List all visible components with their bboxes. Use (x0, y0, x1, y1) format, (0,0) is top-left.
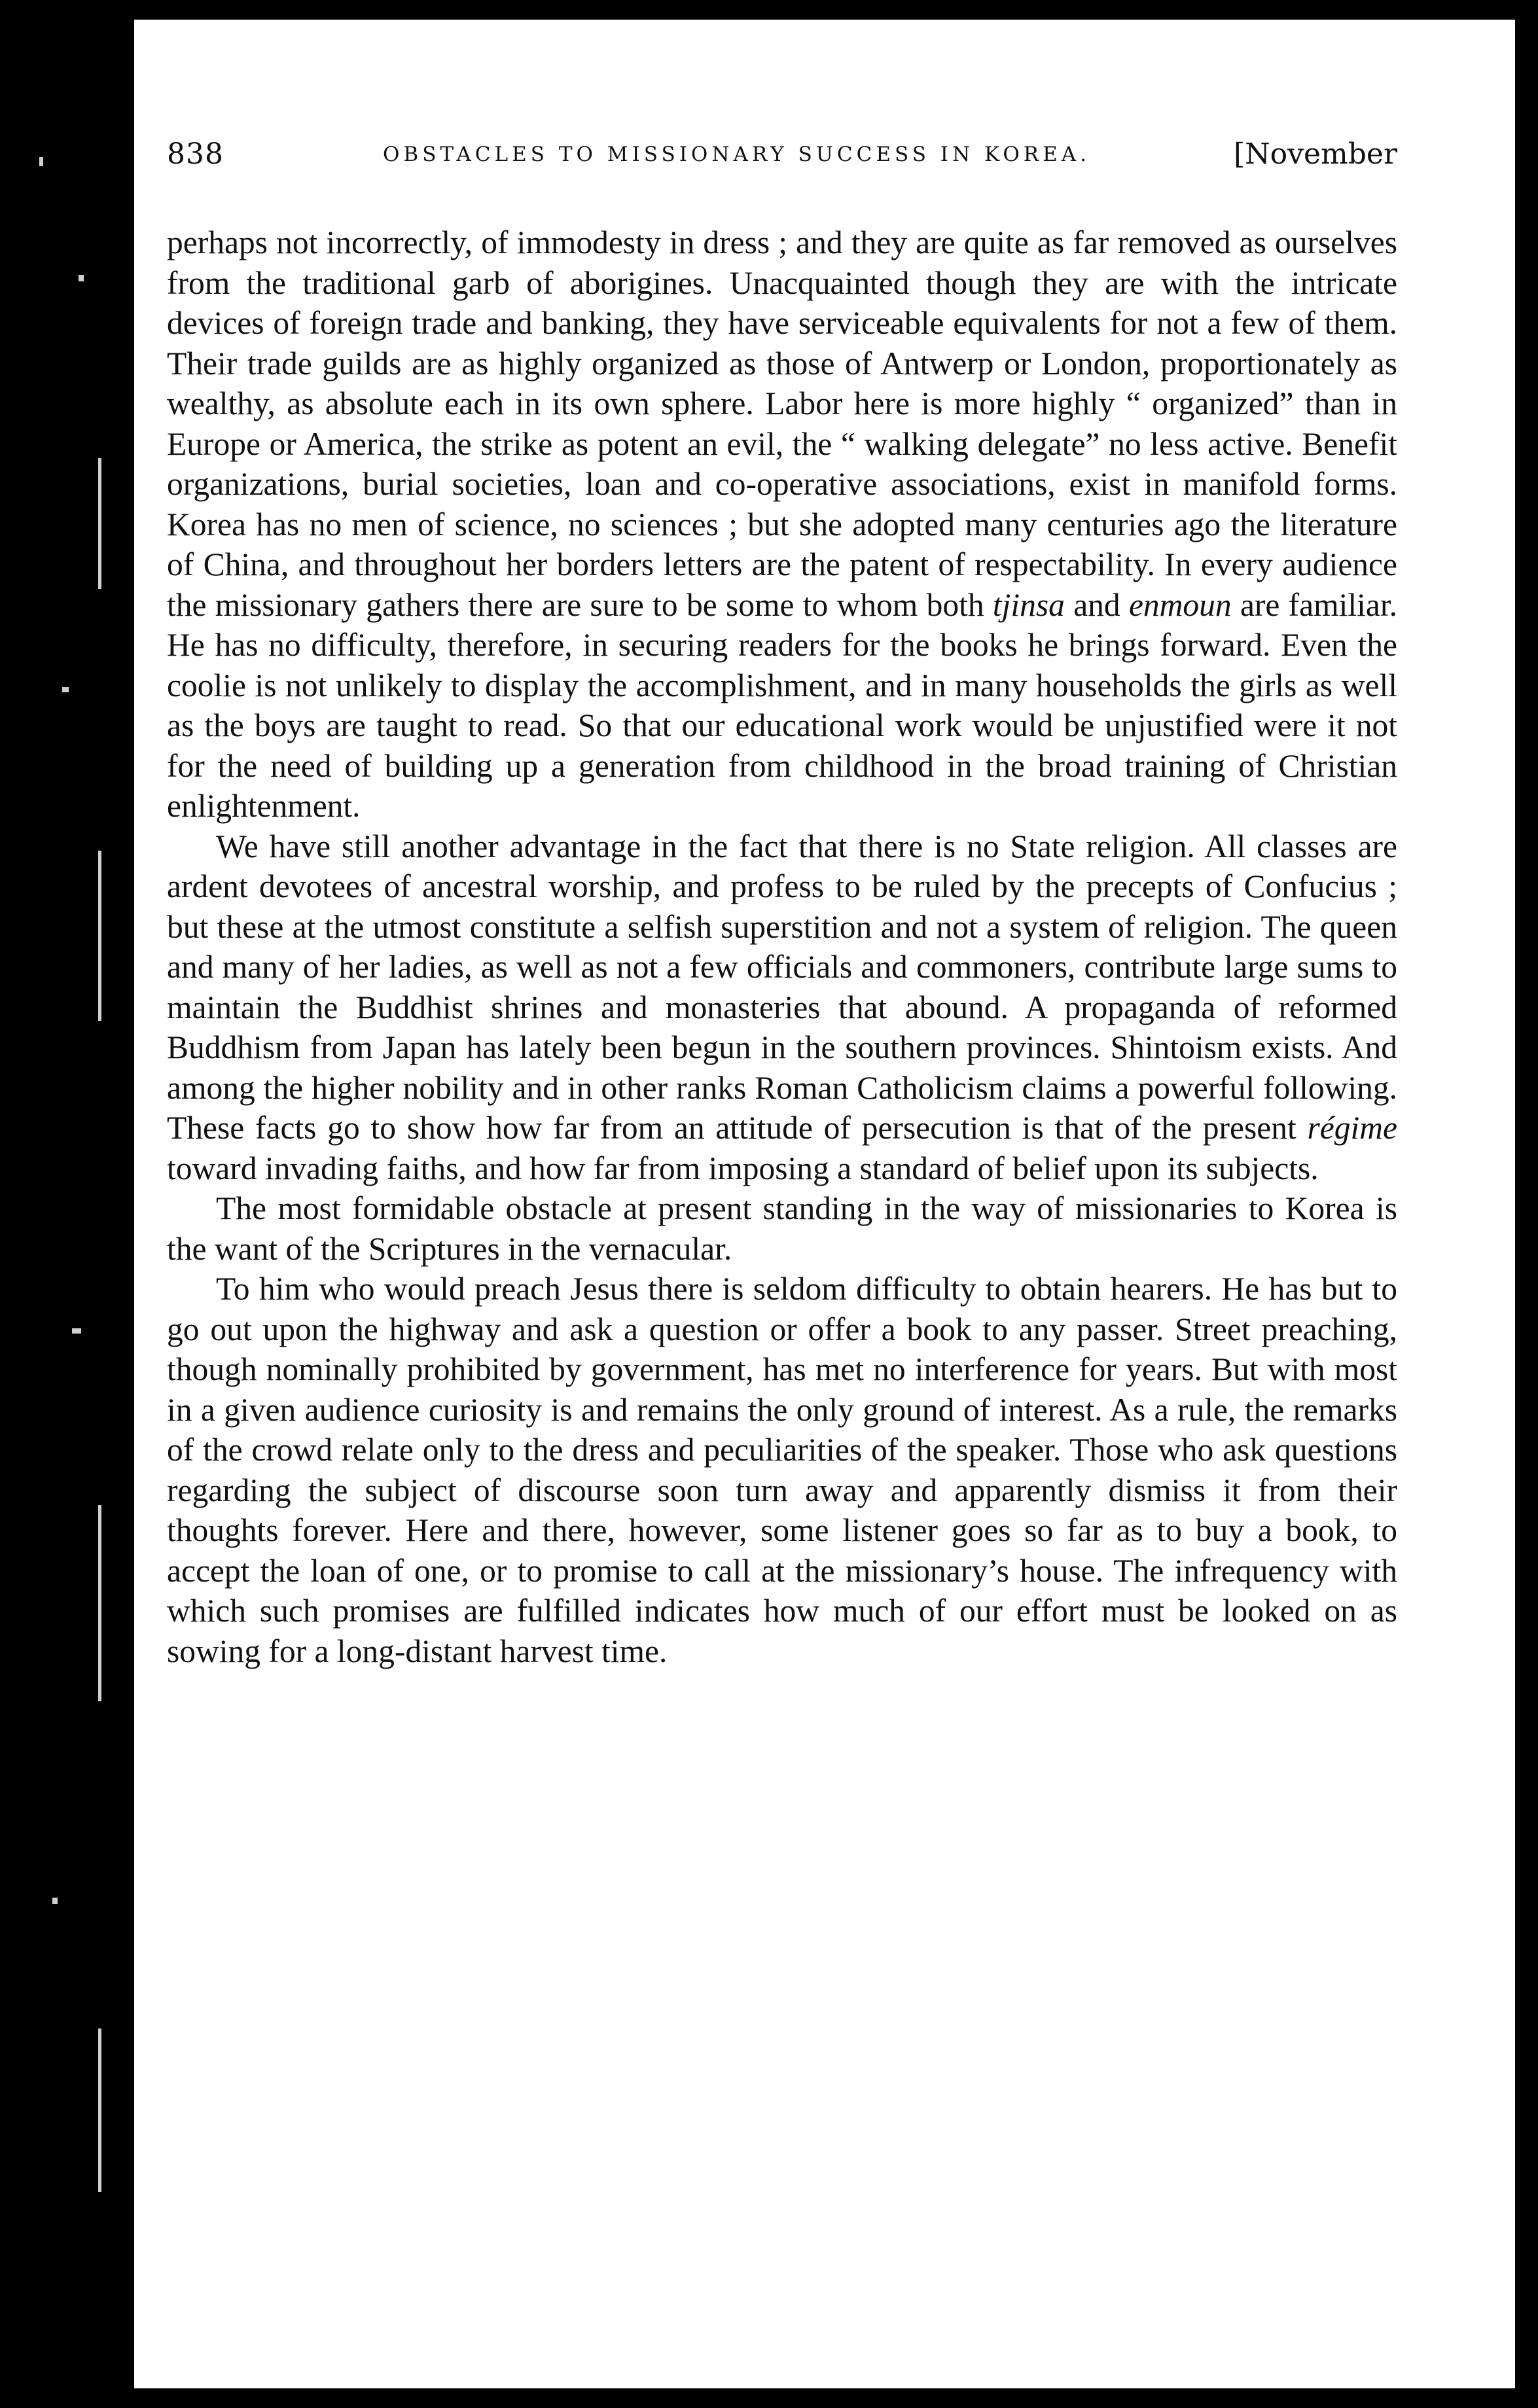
edge-mark (72, 1328, 81, 1334)
italic-term: enmoun (1128, 586, 1232, 623)
edge-mark (79, 275, 84, 281)
edge-mark (98, 1505, 101, 1701)
page-header (167, 137, 1397, 190)
italic-term: régime (1307, 1110, 1397, 1146)
edge-mark (98, 851, 101, 1021)
text-run: are familiar. He has no difficulty, therefore, in securing readers for the books he brings forward. Even the coolie is not unlikely to display the accomplishment, and in many households the girls as well as the boys are taught to read. So that our educational work would be unjustified were it not for the need of building up a generation from childhood in the broad training of Christian enlightenment. (167, 586, 1397, 824)
edge-mark (98, 458, 101, 589)
edge-mark (52, 1898, 58, 1904)
body-paragraph (167, 826, 1397, 1189)
body-paragraph (167, 222, 1397, 826)
text-run: To him who would preach Jesus there is seldom difficulty to obtain hearers. He has but to go out upon the highway and ask a question or offer a book to any passer. Street preaching, though nominally prohibited by government, has met no interference for years. But with most in a given audience curiosity is and remains the only ground of interest. As a rule, the remarks of the crowd relate only to the dress and peculiarities of the speaker. Those who ask questions regarding the subject of discourse soon turn away and apparently dismiss it from their thoughts forever. Here and there, however, some listener goes so far as to buy a book, to accept the loan of one, or to promise to call at the missionary’s house. The infrequency with which such promises are fulfilled indicates how much of our effort must be looked on as sowing for a long-distant harvest time. (167, 1271, 1397, 1669)
edge-mark (39, 157, 43, 166)
scan-binding-edge (0, 0, 137, 2408)
italic-term: tjinsa (992, 586, 1065, 623)
text-run: perhaps not incorrectly, of immodesty in dress ; and they are quite as far removed as ourselves from the traditional garb of aborigines. Unacquainted though they are with the intricate devices of foreign trade and banking, they have serviceable equivalents for not a few of them. Their trade guilds are as highly organized as those of Antwerp or London, proportionately as wealthy, as absolute each in its own sphere. Labor here is more highly “ organized” than in Europe or America, the strike as potent an evil, the “ walking delegate” no less active. Benefit organizations, burial societies, loan and co-operative associations, exist in manifold forms. Korea has no men of science, no sciences ; but she adopted many centuries ago the literature of China, and throughout her borders letters are the patent of respectability. In every audience the missionary gathers there are sure to be some to whom both (167, 224, 1397, 623)
body-paragraph (167, 1188, 1397, 1269)
body-paragraph (167, 1269, 1397, 1671)
running-title: OBSTACLES TO MISSIONARY SUCCESS IN KOREA. (383, 143, 1090, 166)
text-run: We have still another advantage in the fact that there is no State religion. All classes are ardent devotees of ancestral worship, and profess to be ruled by the precepts of Confucius ; but these at the utmost constitute a selfish superstition and not a system of religion. The queen and many of her ladies, as well as not a few officials and commoners, contribute large sums to maintain the Buddhist shrines and monasteries that abound. A propaganda of reformed Buddhism from Japan has lately been begun in the southern provinces. Shintoism exists. And among the higher nobility and in other ranks Roman Catholicism claims a powerful following. These facts go to show how far from an attitude of persecution is that of the present (167, 828, 1397, 1146)
text-run: The most formidable obstacle at present standing in the way of missionaries to Korea is the want of the Scriptures in the vernacular. (167, 1190, 1397, 1267)
text-run: and (1064, 586, 1129, 623)
edge-mark (62, 687, 69, 692)
page-number: 838 (167, 137, 224, 171)
running-header-month: [November (1233, 137, 1397, 171)
article-body (167, 222, 1397, 1671)
edge-mark (98, 2028, 101, 2192)
text-run: toward invading faiths, and how far from imposing a standard of belief upon its subjects. (167, 1150, 1319, 1186)
